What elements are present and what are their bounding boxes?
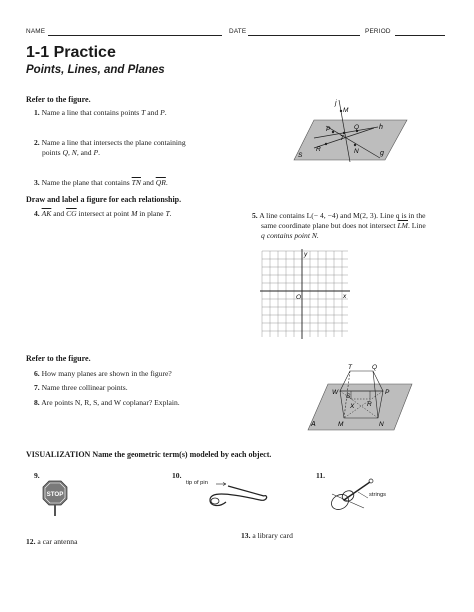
plane-shape — [294, 120, 407, 160]
x-axis-label: x — [343, 293, 347, 300]
safety-pin-icon — [186, 476, 274, 510]
section2-heading: Draw and label a figure for each relationship. — [26, 195, 182, 204]
question-6: 6. How many planes are shown in the figure? — [34, 369, 172, 378]
label-T2: T — [348, 364, 352, 371]
question-8: 8. Are points N, R, S, and W coplanar? Explain. — [34, 398, 180, 407]
label-h: h — [379, 124, 383, 131]
point-R — [325, 143, 327, 145]
question-9-number: 9. — [34, 471, 40, 480]
question-5: 5. A line contains L(− 4, −4) and M(2, 3). Line q is in the same coordinate plane but does not intersect $\overline{LM}$. Line q contains point N. — [252, 211, 426, 240]
stop-sign-icon — [42, 480, 68, 516]
label-M: M — [343, 107, 349, 114]
stop-sign-text: STOP — [46, 491, 64, 498]
date-field-line[interactable] — [248, 35, 360, 36]
label-S: S — [298, 152, 303, 159]
origin-label: O — [296, 294, 302, 301]
section1-heading: Refer to the figure. — [26, 95, 91, 104]
point-M — [340, 110, 342, 112]
label-T: T — [340, 135, 344, 142]
page-title: 1-1 Practice — [26, 44, 116, 61]
pin-caption: tip of pin — [186, 480, 208, 486]
question-4: 4. $\overline{AK}$ and $\overline{CG}$ intersect at point M in plane T. — [34, 209, 172, 218]
point-N — [354, 144, 356, 146]
point-T — [343, 132, 345, 134]
label-Q: Q — [354, 124, 360, 131]
question-12: 12. a car antenna — [26, 537, 78, 546]
period-field-line[interactable] — [395, 35, 445, 36]
label-A: A — [311, 421, 316, 428]
label-N2: N — [379, 421, 384, 428]
violin-caption: strings — [369, 492, 387, 498]
label-X: X — [350, 403, 355, 410]
question-7: 7. Name three collinear points. — [34, 383, 128, 392]
plane-figure-1 — [292, 98, 412, 164]
label-R: R — [316, 146, 321, 153]
period-label: PERIOD — [365, 28, 391, 35]
question-1: 1. Name a line that contains points T and P. — [34, 108, 167, 117]
name-label: NAME — [26, 28, 46, 35]
question-3: 3. Name the plane that contains $\overline{TN}$ and $\overline{QR}$. — [34, 178, 168, 187]
label-Q2: Q — [372, 364, 378, 371]
section3-heading: Refer to the figure. — [26, 354, 91, 363]
question-11-number: 11. — [316, 471, 326, 480]
date-label: DATE — [229, 28, 247, 35]
label-P2: P — [385, 389, 390, 396]
name-field-line[interactable] — [48, 35, 222, 36]
label-N: N — [354, 148, 359, 155]
point-P — [332, 131, 334, 133]
question-2: 2. Name a line that intersects the plane containing points Q, N, and P. — [34, 138, 186, 157]
page-subtitle: Points, Lines, and Planes — [26, 64, 165, 76]
section4-heading: VISUALIZATION Name the geometric term(s) modeled by each object. — [26, 450, 272, 459]
label-P: P — [326, 126, 331, 133]
label-j: j — [335, 100, 337, 107]
label-g: g — [380, 150, 384, 157]
plane-figure-2 — [306, 358, 416, 434]
question-10-number: 10. — [172, 471, 182, 480]
question-13: 13. a library card — [241, 531, 293, 540]
label-R2: R — [367, 401, 372, 408]
coordinate-grid[interactable] — [258, 247, 352, 341]
grid-lines — [262, 251, 348, 337]
label-M2: M — [338, 421, 344, 428]
y-axis-label: y — [304, 251, 308, 258]
label-W: W — [332, 389, 339, 396]
label-S2: S — [346, 393, 351, 400]
